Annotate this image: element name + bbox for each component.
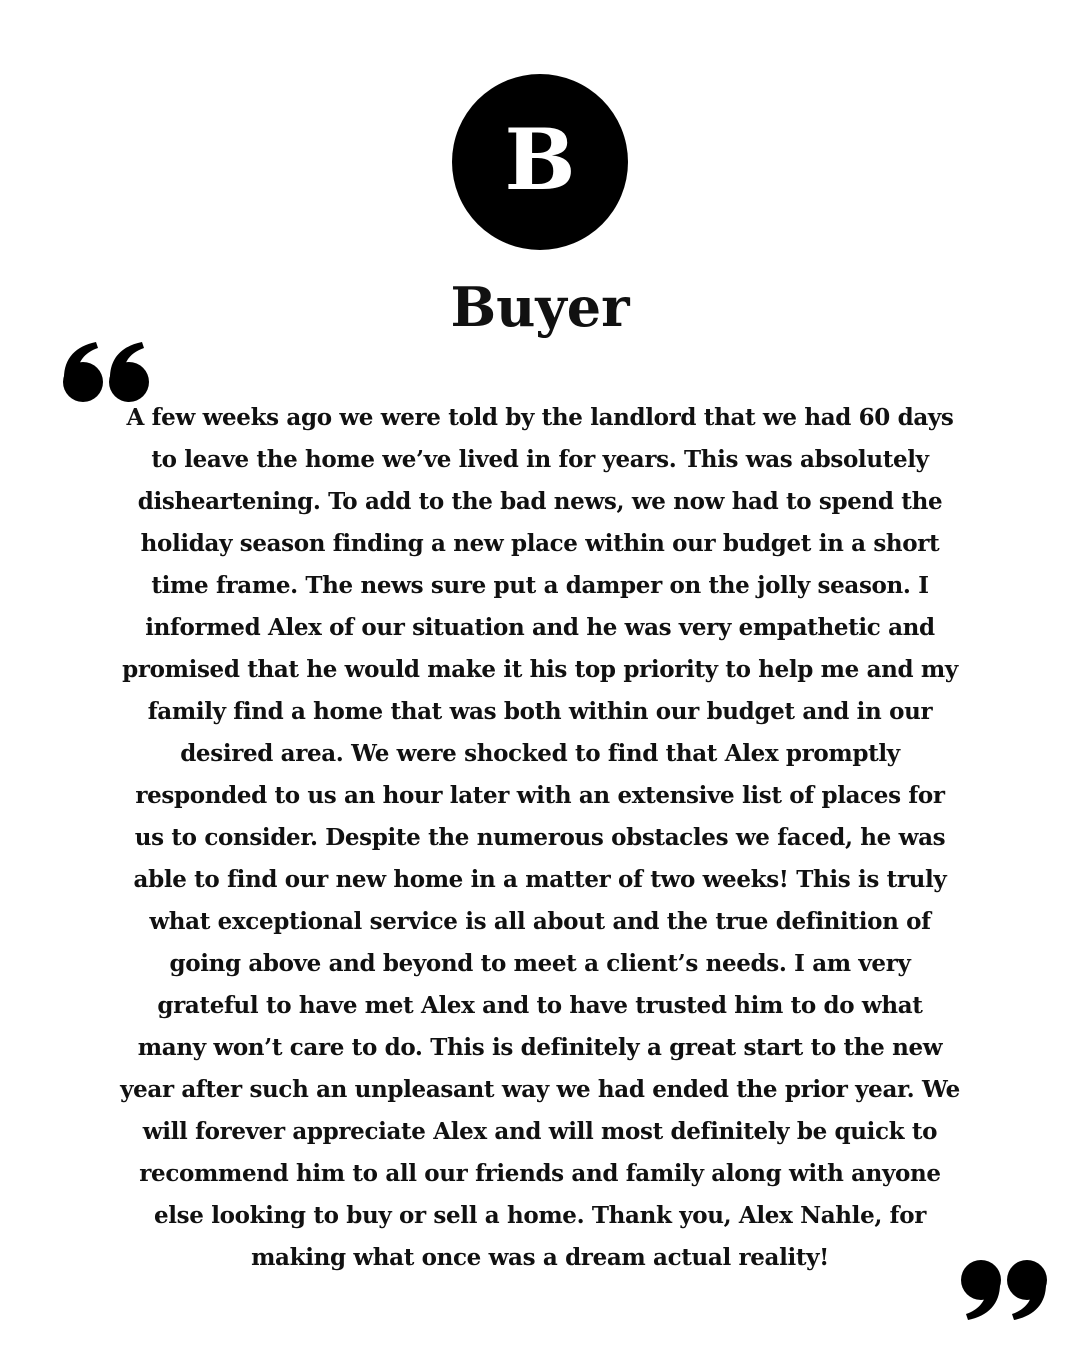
- quote-close-icon: [956, 1258, 1048, 1322]
- avatar-initial: B: [504, 110, 576, 209]
- quote-open-icon: [62, 340, 154, 404]
- testimonial-text: A few weeks ago we were told by the landlord that we had 60 days to leave the home we’ve lived in for years. This was absolutely disheartening. To add to the bad news, we now had to spend the holiday season finding a new place within our budget in a short time frame. The news sure put a damper on the jolly season. I informed Alex of our situation and he was very empathetic and promised that he would make it his top priority to help me and my family find a home that was both within our budget and in our desired area. We were shocked to find that Alex promptly responded to us an hour later with an extensive list of places for us to consider. Despite the numerous obstacles we faced, he was able to find our new home in a matter of two weeks! This is truly what exceptional service is all about and the true definition of going above and beyond to meet a client’s needs. I am very grateful to have met Alex and to have trusted him to do what many won’t care to do. This is definitely a great start to the new year after such an unpleasant way we had ended the prior year. We will forever appreciate Alex and will most definitely be quick to recommend him to all our friends and family along with anyone else looking to buy or sell a home. Thank you, Alex Nahle, for making what once was a dream actual reality!: [120, 404, 960, 1271]
- avatar: [452, 74, 628, 250]
- page-title: Buyer: [450, 275, 630, 339]
